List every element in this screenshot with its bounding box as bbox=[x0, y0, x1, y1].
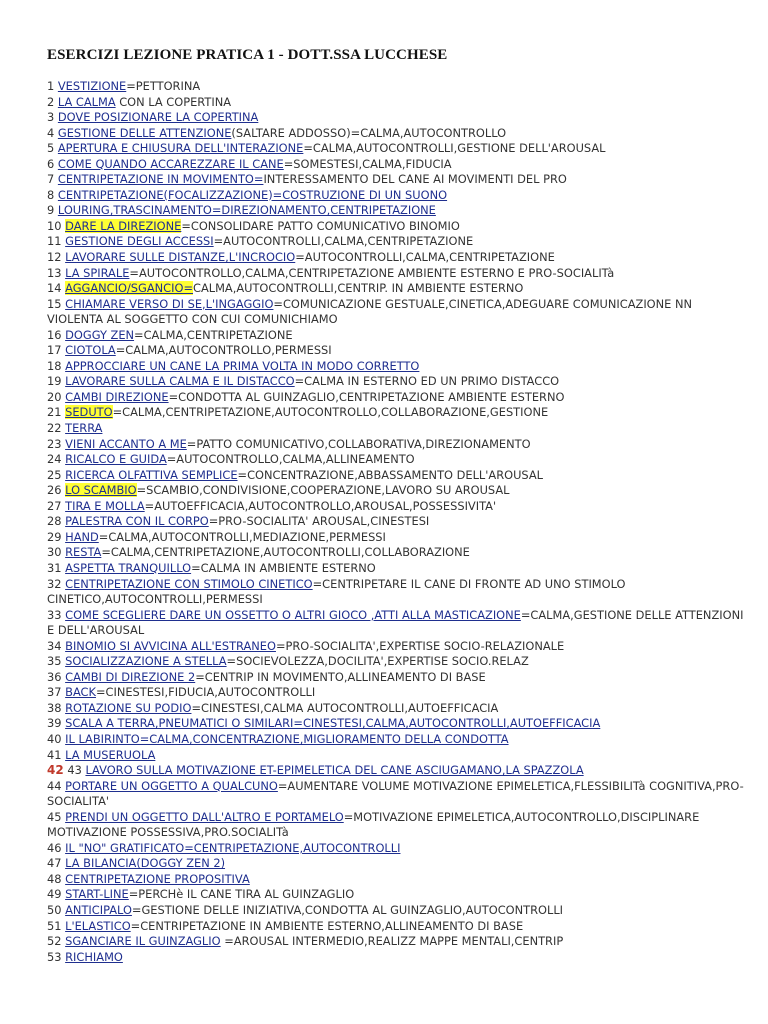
exercise-entry bbox=[47, 172, 748, 188]
exercise-entry bbox=[47, 359, 748, 375]
exercise-number: 33 bbox=[47, 607, 62, 622]
exercise-link[interactable]: SGANCIARE IL GUINZAGLIO bbox=[65, 934, 221, 949]
exercise-description: =SCAMBIO,CONDIVISIONE,COOPERAZIONE,LAVORO SU AROUSAL bbox=[136, 483, 510, 498]
exercise-description: =AUMENTARE VOLUME MOTIVAZIONE EPIMELETICA,FLESSIBILITà COGNITIVA,PRO-SOCIALITA' bbox=[47, 778, 744, 809]
exercise-description: =CINESTESI,CALMA AUTOCONTROLLI,AUTOEFFICACIA bbox=[191, 700, 499, 715]
exercise-entry bbox=[47, 779, 748, 810]
exercise-link[interactable]: DOVE POSIZIONARE LA COPERTINA bbox=[57, 110, 259, 125]
exercise-link[interactable]: CAMBI DIREZIONE bbox=[65, 389, 169, 404]
exercise-entry bbox=[47, 934, 748, 950]
exercise-description: =AUTOCONTROLLO,CALMA,ALLINEAMENTO bbox=[166, 452, 415, 467]
exercise-entry bbox=[47, 561, 748, 577]
exercise-description: =AUTOEFFICACIA,AUTOCONTROLLO,AROUSAL,POSSESSIVITA' bbox=[144, 498, 497, 513]
exercise-entry bbox=[47, 95, 748, 111]
exercise-entry bbox=[47, 654, 748, 670]
exercise-link[interactable]: RICALCO E GUIDA bbox=[65, 452, 167, 467]
exercise-entry bbox=[47, 234, 748, 250]
exercise-link[interactable]: APERTURA E CHIUSURA DELL'INTERAZIONE bbox=[57, 141, 304, 156]
exercise-link[interactable]: RESTA bbox=[65, 545, 102, 560]
exercise-number: 23 bbox=[47, 436, 62, 451]
exercise-link[interactable]: TIRA E MOLLA bbox=[65, 498, 145, 513]
exercise-entry bbox=[47, 608, 748, 639]
exercise-number: 13 bbox=[47, 265, 62, 280]
exercise-link[interactable]: LA MUSERUOLA bbox=[65, 747, 156, 762]
exercise-description: =AROUSAL INTERMEDIO,REALIZZ MAPPE MENTALI,CENTRIP bbox=[220, 934, 564, 949]
exercise-entry bbox=[47, 887, 748, 903]
exercise-description: =AUTOCONTROLLI,CALMA,CENTRIPETAZIONE bbox=[213, 234, 474, 249]
exercise-entry bbox=[47, 701, 748, 717]
exercise-description: =PATTO COMUNICATIVO,COLLABORATIVA,DIREZIONAMENTO bbox=[186, 436, 531, 451]
exercise-description: =CINESTESI,FIDUCIA,AUTOCONTROLLI bbox=[95, 685, 316, 700]
exercise-entry bbox=[47, 297, 748, 328]
exercise-number: 39 bbox=[47, 716, 62, 731]
exercise-number: 26 bbox=[47, 483, 62, 498]
exercise-number: 53 bbox=[47, 949, 62, 964]
exercise-link[interactable]: SCALA A TERRA,PNEUMATICI O SIMILARI=CINESTESI,CALMA,AUTOCONTROLLI,AUTOEFFICACIA bbox=[65, 716, 601, 731]
exercise-link[interactable]: ROTAZIONE SU PODIO bbox=[65, 700, 192, 715]
exercise-entry bbox=[47, 405, 748, 421]
exercise-description: =AUTOCONTROLLI,CALMA,CENTRIPETAZIONE bbox=[295, 250, 555, 265]
exercise-description: =CONCENTRAZIONE,ABBASSAMENTO DELL'AROUSAL bbox=[237, 467, 544, 482]
exercise-number: 50 bbox=[47, 902, 62, 917]
exercise-entry bbox=[47, 203, 748, 219]
exercise-link[interactable]: LO SCAMBIO bbox=[65, 483, 137, 498]
exercise-number: 44 bbox=[47, 778, 62, 793]
exercise-link[interactable]: LA BILANCIA(DOGGY ZEN 2) bbox=[65, 856, 226, 871]
exercise-link[interactable]: ASPETTA TRANQUILLO bbox=[65, 560, 192, 575]
exercise-link[interactable]: LAVORARE SULLE DISTANZE,L'INCROCIO bbox=[65, 250, 296, 265]
exercise-link[interactable]: BACK bbox=[65, 685, 96, 700]
exercise-entry bbox=[47, 141, 748, 157]
exercise-number: 49 bbox=[47, 887, 62, 902]
exercise-description: CALMA,AUTOCONTROLLI,CENTRIP. IN AMBIENTE ESTERNO bbox=[193, 281, 524, 296]
exercise-entry bbox=[47, 919, 748, 935]
exercise-number: 48 bbox=[47, 871, 62, 886]
exercise-entry bbox=[47, 670, 748, 686]
exercise-entry bbox=[47, 483, 748, 499]
exercise-description: =CONDOTTA AL GUINZAGLIO,CENTRIPETAZIONE AMBIENTE ESTERNO bbox=[168, 389, 565, 404]
exercise-number: 6 bbox=[47, 156, 55, 171]
page-title: ESERCIZI LEZIONE PRATICA 1 - DOTT.SSA LUCCHESE bbox=[47, 47, 448, 63]
exercise-number: 41 bbox=[47, 747, 62, 762]
exercise-description: =CALMA,AUTOCONTROLLI,GESTIONE DELL'AROUSAL bbox=[303, 141, 606, 156]
exercise-number: 18 bbox=[47, 358, 62, 373]
exercise-entry bbox=[47, 390, 748, 406]
exercise-entry bbox=[47, 157, 748, 173]
exercise-number: 2 bbox=[47, 94, 55, 109]
exercise-entry bbox=[47, 452, 748, 468]
exercise-entry bbox=[47, 748, 748, 764]
exercise-number: 15 bbox=[47, 296, 62, 311]
exercise-number: 16 bbox=[47, 327, 62, 342]
exercise-link[interactable]: BINOMIO SI AVVICINA ALL'ESTRANEO bbox=[65, 638, 276, 653]
exercise-number: 36 bbox=[47, 669, 62, 684]
exercise-entry bbox=[47, 716, 748, 732]
exercise-link[interactable]: SEDUTO bbox=[65, 405, 113, 420]
exercise-number: 29 bbox=[47, 529, 62, 544]
exercise-entry bbox=[47, 950, 748, 966]
exercise-link[interactable]: LAVORO SULLA MOTIVAZIONE ET-EPIMELETICA DEL CANE ASCIUGAMANO,LA SPAZZOLA bbox=[85, 763, 584, 778]
exercise-description: =CENTRIP IN MOVIMENTO,ALLINEAMENTO DI BASE bbox=[195, 669, 486, 684]
exercise-number: 40 bbox=[47, 731, 62, 746]
exercise-entry bbox=[47, 903, 748, 919]
exercise-number: 8 bbox=[47, 187, 55, 202]
exercise-link[interactable]: VESTIZIONE bbox=[57, 79, 127, 93]
exercise-number: 35 bbox=[47, 654, 62, 669]
exercise-number: 4 bbox=[47, 125, 55, 140]
exercise-list bbox=[47, 79, 748, 965]
exercise-number: 24 bbox=[47, 452, 62, 467]
exercise-number: 38 bbox=[47, 700, 62, 715]
exercise-description: =CALMA,CENTRIPETAZIONE,AUTOCONTROLLI,COLLABORAZIONE bbox=[101, 545, 470, 560]
exercise-description: =PRO-SOCIALITA' AROUSAL,CINESTESI bbox=[208, 514, 430, 529]
exercise-link[interactable]: LA CALMA bbox=[57, 94, 116, 109]
exercise-entry bbox=[47, 856, 748, 872]
exercise-number: 20 bbox=[47, 389, 62, 404]
exercise-link[interactable]: IL LABIRINTO=CALMA,CONCENTRAZIONE,MIGLIORAMENTO DELLA CONDOTTA bbox=[65, 731, 509, 746]
exercise-number: 22 bbox=[47, 421, 62, 436]
exercise-entry bbox=[47, 421, 748, 437]
exercise-entry bbox=[47, 685, 748, 701]
exercise-number: 30 bbox=[47, 545, 62, 560]
exercise-link[interactable]: LA SPIRALE bbox=[65, 265, 130, 280]
exercise-number: 31 bbox=[47, 560, 62, 575]
exercise-description: =CALMA,AUTOCONTROLLI,MEDIAZIONE,PERMESSI bbox=[98, 529, 386, 544]
exercise-description: =GESTIONE DELLE INIZIATIVA,CONDOTTA AL GUINZAGLIO,AUTOCONTROLLI bbox=[131, 902, 564, 917]
exercise-entry bbox=[47, 343, 748, 359]
exercise-number: 42 bbox=[47, 763, 64, 778]
exercise-entry bbox=[47, 219, 748, 235]
exercise-link[interactable]: GESTIONE DELLE ATTENZIONE bbox=[57, 125, 232, 140]
exercise-description: =MOTIVAZIONE EPIMELETICA,AUTOCONTROLLO,DISCIPLINARE MOTIVAZIONE POSSESSIVA,PRO.SOCIALITà bbox=[47, 809, 700, 840]
exercise-link[interactable]: CIOTOLA bbox=[65, 343, 116, 358]
exercise-number: 19 bbox=[47, 374, 62, 389]
exercise-description: (SALTARE ADDOSSO)=CALMA,AUTOCONTROLLO bbox=[231, 125, 507, 140]
exercise-entry bbox=[47, 374, 748, 390]
exercise-link[interactable]: CENTRIPETAZIONE PROPOSITIVA bbox=[65, 871, 250, 886]
exercise-entry bbox=[47, 514, 748, 530]
exercise-entry bbox=[47, 639, 748, 655]
exercise-link[interactable]: GESTIONE DEGLI ACCESSI bbox=[65, 234, 214, 249]
exercise-link[interactable]: CHIAMARE VERSO DI SE,L'INGAGGIO bbox=[65, 296, 274, 311]
exercise-link[interactable]: CENTRIPETAZIONE CON STIMOLO CINETICO bbox=[65, 576, 313, 591]
exercise-entry bbox=[47, 250, 748, 266]
exercise-number: 3 bbox=[47, 110, 55, 125]
exercise-number: 34 bbox=[47, 638, 62, 653]
exercise-description: =CALMA IN AMBIENTE ESTERNO bbox=[191, 560, 376, 575]
exercise-link[interactable]: START-LINE bbox=[65, 887, 129, 902]
exercise-number: 1 bbox=[47, 79, 55, 93]
exercise-number: 21 bbox=[47, 405, 62, 420]
exercise-entry bbox=[47, 266, 748, 282]
exercise-entry bbox=[47, 437, 748, 453]
exercise-number: 52 bbox=[47, 934, 62, 949]
exercise-number: 37 bbox=[47, 685, 62, 700]
exercise-description: =CALMA,AUTOCONTROLLO,PERMESSI bbox=[115, 343, 332, 358]
exercise-number: 28 bbox=[47, 514, 62, 529]
exercise-entry bbox=[47, 810, 748, 841]
exercise-link[interactable]: IL "NO" GRATIFICATO=CENTRIPETAZIONE,AUTOCONTROLLI bbox=[65, 840, 401, 855]
exercise-entry bbox=[47, 841, 748, 857]
exercise-link[interactable]: ANTICIPALO bbox=[65, 902, 132, 917]
exercise-link[interactable]: DARE LA DIREZIONE bbox=[65, 218, 182, 233]
exercise-link[interactable]: HAND bbox=[65, 529, 99, 544]
exercise-description: =SOMESTESI,CALMA,FIDUCIA bbox=[283, 156, 452, 171]
exercise-number: 25 bbox=[47, 467, 62, 482]
exercise-link[interactable]: SOCIALIZZAZIONE A STELLA bbox=[65, 654, 227, 669]
exercise-entry bbox=[47, 732, 748, 748]
exercise-description: =SOCIEVOLEZZA,DOCILITA',EXPERTISE SOCIO.RELAZ bbox=[226, 654, 529, 669]
exercise-link[interactable]: PALESTRA CON IL CORPO bbox=[65, 514, 209, 529]
exercise-description: =AUTOCONTROLLO,CALMA,CENTRIPETAZIONE AMBIENTE ESTERNO E PRO-SOCIALITà bbox=[129, 265, 615, 280]
exercise-link[interactable]: PORTARE UN OGGETTO A QUALCUNO bbox=[65, 778, 278, 793]
exercise-description: CON LA COPERTINA bbox=[115, 94, 232, 109]
exercise-description: =CALMA,CENTRIPETAZIONE,AUTOCONTROLLO,COLLABORAZIONE,GESTIONE bbox=[112, 405, 549, 420]
exercise-entry bbox=[47, 126, 748, 142]
exercise-description: =CALMA IN ESTERNO ED UN PRIMO DISTACCO bbox=[294, 374, 560, 389]
exercise-entry bbox=[47, 530, 748, 546]
exercise-description: =CENTRIPETARE IL CANE DI FRONTE AD UNO STIMOLO CINETICO,AUTOCONTROLLI,PERMESSI bbox=[47, 576, 626, 607]
exercise-link[interactable]: DOGGY ZEN bbox=[65, 327, 135, 342]
exercise-link[interactable]: RICHIAMO bbox=[65, 949, 123, 964]
exercise-entry bbox=[47, 281, 748, 297]
exercise-description: INTERESSAMENTO DEL CANE AI MOVIMENTI DEL PRO bbox=[263, 172, 567, 187]
exercise-description: =CENTRIPETAZIONE IN AMBIENTE ESTERNO,ALLINEAMENTO DI BASE bbox=[130, 918, 524, 933]
exercise-number: 5 bbox=[47, 141, 55, 156]
exercise-entry bbox=[47, 468, 748, 484]
exercise-number: 45 bbox=[47, 809, 62, 824]
exercise-link[interactable]: CAMBI DI DIREZIONE 2 bbox=[65, 669, 196, 684]
exercise-link[interactable]: L'ELASTICO bbox=[65, 918, 131, 933]
exercise-number: 46 bbox=[47, 840, 62, 855]
exercise-description: =CALMA,CENTRIPETAZIONE bbox=[134, 327, 293, 342]
exercise-entry bbox=[47, 79, 748, 95]
exercise-entry bbox=[47, 110, 748, 126]
exercise-link[interactable]: COME QUANDO ACCAREZZARE IL CANE bbox=[57, 156, 284, 171]
exercise-description: =CALMA,GESTIONE DELLE ATTENZIONI E DELL'AROUSAL bbox=[47, 607, 744, 638]
exercise-link[interactable]: RICERCA OLFATTIVA SEMPLICE bbox=[65, 467, 238, 482]
exercise-number: 7 bbox=[47, 172, 55, 187]
exercise-number: 10 bbox=[47, 218, 62, 233]
exercise-entry bbox=[47, 499, 748, 515]
exercise-description: =PETTORINA bbox=[126, 79, 201, 93]
exercise-link[interactable]: COME SCEGLIERE DARE UN OSSETTO O ALTRI GIOCO ,ATTI ALLA MASTICAZIONE bbox=[65, 607, 521, 622]
exercise-description: =PRO-SOCIALITA',EXPERTISE SOCIO-RELAZIONALE bbox=[275, 638, 565, 653]
exercise-link[interactable]: APPROCCIARE UN CANE LA PRIMA VOLTA IN MODO CORRETTO bbox=[65, 358, 420, 373]
exercise-entry bbox=[47, 188, 748, 204]
exercise-subnumber: 43 bbox=[63, 763, 86, 778]
exercise-entry bbox=[47, 577, 748, 608]
exercise-link[interactable]: LOURING,TRASCINAMENTO=DIREZIONAMENTO,CENTRIPETAZIONE bbox=[57, 203, 436, 218]
exercise-number: 11 bbox=[47, 234, 62, 249]
exercise-entry bbox=[47, 763, 748, 779]
exercise-description: =PERCHè IL CANE TIRA AL GUINZAGLIO bbox=[128, 887, 355, 902]
exercise-link[interactable]: CENTRIPETAZIONE(FOCALIZZAZIONE)=COSTRUZIONE DI UN SUONO bbox=[57, 187, 448, 202]
exercise-link[interactable]: AGGANCIO/SGANCIO= bbox=[65, 281, 193, 296]
exercise-link[interactable]: TERRA bbox=[65, 421, 103, 436]
exercise-number: 32 bbox=[47, 576, 62, 591]
exercise-link[interactable]: VIENI ACCANTO A ME bbox=[65, 436, 187, 451]
exercise-number: 12 bbox=[47, 250, 62, 265]
exercise-number: 9 bbox=[47, 203, 55, 218]
exercise-number: 17 bbox=[47, 343, 62, 358]
exercise-description: =CONSOLIDARE PATTO COMUNICATIVO BINOMIO bbox=[181, 218, 460, 233]
exercise-number: 51 bbox=[47, 918, 62, 933]
exercise-number: 14 bbox=[47, 281, 62, 296]
exercise-entry bbox=[47, 872, 748, 888]
exercise-number: 47 bbox=[47, 856, 62, 871]
exercise-description: =COMUNICAZIONE GESTUALE,CINETICA,ADEGUARE COMUNICAZIONE NN VIOLENTA AL SOGGETTO CON CUI COMUNICHIAMO bbox=[47, 296, 693, 327]
exercise-link[interactable]: PRENDI UN OGGETTO DALL'ALTRO E PORTAMELO bbox=[65, 809, 344, 824]
exercise-entry bbox=[47, 545, 748, 561]
exercise-entry bbox=[47, 328, 748, 344]
exercise-link[interactable]: CENTRIPETAZIONE IN MOVIMENTO= bbox=[57, 172, 264, 187]
exercise-number: 27 bbox=[47, 498, 62, 513]
exercise-link[interactable]: LAVORARE SULLA CALMA E IL DISTACCO bbox=[65, 374, 295, 389]
